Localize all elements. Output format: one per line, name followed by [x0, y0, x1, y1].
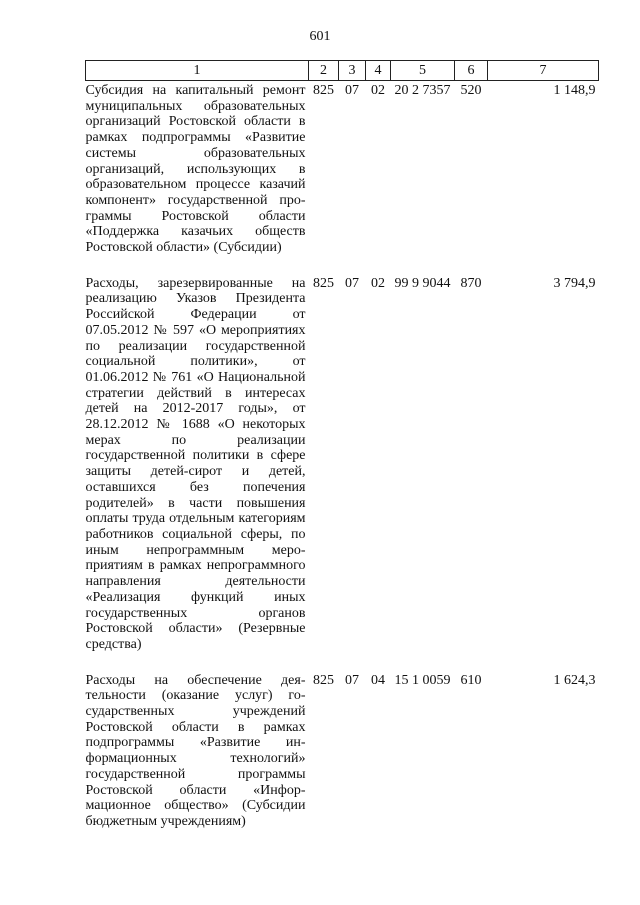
row-code: 825 [313, 275, 334, 291]
row-code: 825 [313, 83, 334, 98]
table-row [86, 671, 599, 848]
column-header: 2 [309, 61, 339, 81]
table-row [86, 81, 599, 274]
row-target: 99 9 9044 [394, 275, 451, 291]
header-row [86, 61, 599, 81]
row-description: Расходы на обеспечение деятельности (оказание услуг) государственных учреждений Ростовской области в рамках подпрограммы «Развитие информационных технологий» государственной программы Ростовской области «Информационное общество» (Субсидии бюджетным учреждениям) [85, 672, 306, 829]
row-subsection: 04 [371, 672, 385, 688]
row-description: Субсидия на капитальный ремонт муниципальных образовательных организаций Ростовской области в рамках подпрограммы «Развитие системы образовательных организаций, использующих в образовательном процессе казачий компонент» государственной программы Ростовской области «Поддержка казачьих обществ Ростовской области» (Субсидии) [85, 83, 306, 256]
row-subsection: 02 [371, 83, 385, 98]
row-target: 15 1 0059 [394, 672, 451, 688]
column-header: 7 [488, 61, 599, 81]
row-description: Расходы, зарезервированные на реализацию Указов Президента Российской Федерации от 07.05.2012 № 597 «О мероприятиях по реализации государственной социальной политики», от 01.06.2012 № 761 «О Национальной стратегии действий в интересах детей на 2012-2017 годы», от 28.12.2012 № 1688 «О некоторых мерах по реализации государственной политики в сфере защиты детей-сирот и детей, оставшихся без попечения родителей» в части повышения оплаты труда отдельным категориям работников социальной сферы, по иным непрограммным мероприятиям в рамках непрограммного направления деятельности «Реализация функций иных государственных органов Ростовской области» (Резервные средства) [85, 275, 306, 652]
column-header: 1 [86, 61, 309, 81]
table-row [86, 274, 599, 671]
row-section: 07 [345, 83, 359, 98]
budget-table [85, 60, 599, 848]
row-type: 610 [460, 672, 482, 688]
column-header: 3 [339, 61, 366, 81]
row-type: 520 [460, 83, 482, 98]
row-amount: 1 148,9 [553, 83, 596, 98]
row-code: 825 [313, 672, 334, 688]
row-amount: 1 624,3 [553, 672, 596, 688]
row-subsection: 02 [371, 275, 385, 291]
row-section: 07 [345, 672, 359, 688]
row-type: 870 [460, 275, 482, 291]
column-header: 6 [455, 61, 488, 81]
row-target: 20 2 7357 [394, 83, 451, 98]
row-amount: 3 794,9 [553, 275, 596, 291]
column-header: 4 [366, 61, 391, 81]
page-number: 601 [309, 29, 331, 44]
row-section: 07 [345, 275, 359, 291]
column-header: 5 [391, 61, 455, 81]
